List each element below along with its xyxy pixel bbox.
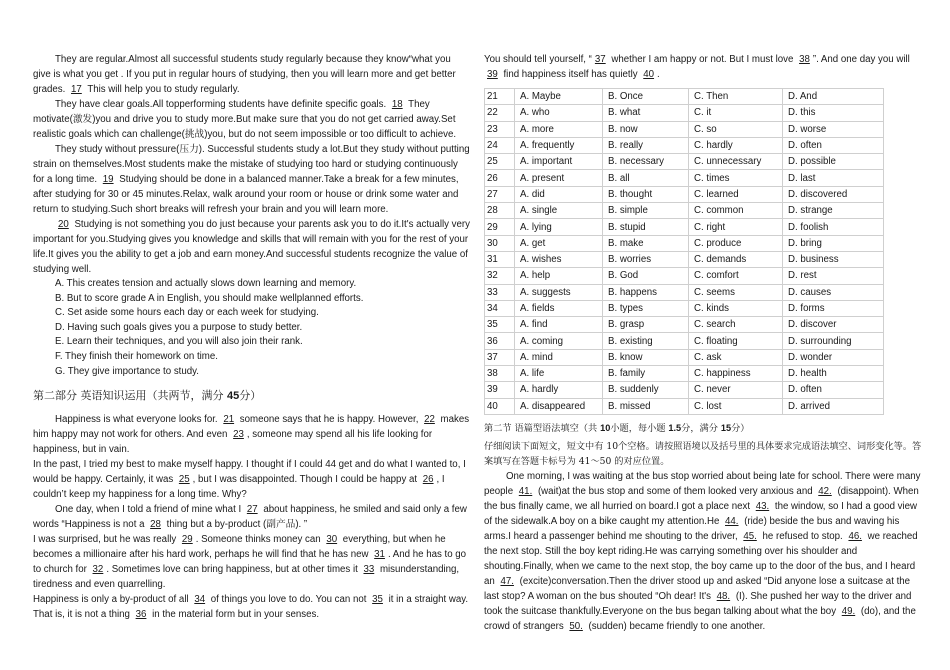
- text-run: , I couldn’t keep my happiness for a long time. Why?: [33, 474, 445, 501]
- left-column: [33, 52, 471, 622]
- answer-blank: 18: [391, 99, 403, 110]
- text-run: in the material form but in your senses.: [149, 609, 320, 621]
- table-row: [485, 170, 884, 186]
- choice-cell: B. all: [603, 170, 689, 186]
- answer-blank: 27: [246, 504, 258, 516]
- choice-cell: B. types: [603, 300, 689, 316]
- text-run: They are regular.Almost all successful students study regularly because they know“what you give is what you get . If you put in regular hours of studying, then you will learn more and get better grades.: [33, 54, 456, 95]
- table-row: [485, 268, 884, 284]
- reading-paragraph-3: [33, 142, 471, 217]
- text-run: . Sometimes love can bring happiness, but at other times it: [106, 564, 361, 576]
- choice-cell: B. necessary: [603, 154, 689, 170]
- choice-cell: C. produce: [689, 235, 783, 251]
- choice-cell: D. last: [783, 170, 884, 186]
- answer-blank: 41.: [518, 485, 533, 497]
- text-run: misunderstanding, tiredness and even quarrelling.: [33, 564, 460, 591]
- text-run: . And he has to go to church for: [33, 549, 467, 576]
- answer-blank: 21: [223, 414, 235, 426]
- text-run: In the past, I tried my best to make myself happy. I thought if I could 44 get and do what I wanted to, I would be happy. Certainly, it was: [33, 459, 466, 486]
- table-row: [485, 105, 884, 121]
- answer-blank: 25: [178, 474, 190, 486]
- answer-blank: 35: [372, 594, 383, 606]
- choice-cell: A. life: [515, 366, 603, 382]
- answer-blank: 45.: [743, 530, 757, 542]
- text-run: he refused to stop.: [759, 530, 846, 542]
- answer-blank: 22: [424, 414, 435, 426]
- choice-cell: B. what: [603, 105, 689, 121]
- table-row: [485, 154, 884, 170]
- text-run: everything, but when he becomes a millionaire after his hard work, perhaps he will find that he has new: [33, 534, 446, 561]
- answer-blank: 30: [326, 534, 338, 546]
- score-number: 1.5: [668, 422, 682, 433]
- choice-cell: C. comfort: [689, 268, 783, 284]
- reading-paragraph-1: [33, 52, 471, 97]
- choice-cell: C. lost: [689, 398, 783, 414]
- question-number: 36: [485, 333, 515, 349]
- choice-cell: D. discovered: [783, 186, 884, 202]
- choice-cell: B. thought: [603, 186, 689, 202]
- text-run: (excite)conversation.Then the driver stood up and asked “Did anyone lose a suitcase at the last stop? A woman on the bus shouted “Oh dear! It's: [484, 575, 911, 602]
- text-run: Studying is not something you do just because your parents ask you to do it.It's actually very important for you.Studying gives you knowledge and skills that will remain with you for the rest of your life.It gives you the ability to get a job and earn money.And successful students recognize the value of studying well.: [33, 219, 470, 275]
- choice-cell: C. learned: [689, 186, 783, 202]
- choice-cell: D. business: [783, 251, 884, 267]
- choice-cell: D. often: [783, 382, 884, 398]
- choice-cell: C. never: [689, 382, 783, 398]
- table-row: [485, 366, 884, 382]
- choice-cell: C. floating: [689, 333, 783, 349]
- choice-cell: D. worse: [783, 121, 884, 137]
- option-f: F. They finish their homework on time.: [55, 350, 218, 362]
- cloze-paragraph-2: [33, 457, 471, 502]
- choice-cell: B. stupid: [603, 219, 689, 235]
- text-run: I was surprised, but he was really: [33, 534, 179, 546]
- text-run: One day, when I told a friend of mine what I: [55, 504, 244, 516]
- answer-blank: 34: [194, 594, 206, 606]
- choice-cell: B. existing: [603, 333, 689, 349]
- choice-cell: B. happens: [603, 284, 689, 300]
- choice-cell: C. kinds: [689, 300, 783, 316]
- question-number: 37: [485, 349, 515, 365]
- choice-cell: A. who: [515, 105, 603, 121]
- answer-blank: 50.: [569, 620, 583, 632]
- choice-cell: D. often: [783, 137, 884, 153]
- choice-cell: A. frequently: [515, 137, 603, 153]
- reading-paragraph-2: [33, 97, 471, 142]
- answer-blank: 23: [233, 429, 244, 441]
- question-number: 29: [485, 219, 515, 235]
- choice-cell: A. disappeared: [515, 398, 603, 414]
- text-run: . Someone thinks money can: [195, 534, 324, 546]
- text-run: 分，满分: [681, 422, 721, 434]
- text-run: 小题，每小题: [610, 422, 669, 434]
- question-number: 31: [485, 251, 515, 267]
- question-number: 21: [485, 89, 515, 105]
- choice-cell: C. ask: [689, 349, 783, 365]
- table-row: [485, 186, 884, 202]
- choice-cell: A. coming: [515, 333, 603, 349]
- choice-cell: D. possible: [783, 154, 884, 170]
- choice-cell: C. Then: [689, 89, 783, 105]
- text-run: someone says that he is happy. However,: [237, 414, 422, 426]
- section2-heading: [484, 421, 924, 436]
- text-run: of things you love to do. You can not: [208, 594, 370, 606]
- section2-instruction: 仔细阅读下面短文，短文中有 10个空格。请按照语境以及括号里的具体要求完成语法填空、词形变化等。答案填写在答题卡标号为 41～50 的对应位置。: [484, 440, 922, 467]
- question-number: 27: [485, 186, 515, 202]
- part2-title: 第二部分 英语知识运用（共两节，满分: [33, 389, 224, 403]
- question-number: 23: [485, 121, 515, 137]
- choice-cell: D. forms: [783, 300, 884, 316]
- choice-cell: D. rest: [783, 268, 884, 284]
- choice-cell: A. important: [515, 154, 603, 170]
- question-number: 40: [485, 398, 515, 414]
- part2-unit: 分）: [239, 389, 262, 403]
- cloze-paragraph-6: [484, 52, 924, 82]
- score-number: 10: [600, 422, 611, 433]
- right-column: [484, 52, 924, 634]
- answer-blank: 48.: [716, 590, 731, 602]
- choice-cell: D. arrived: [783, 398, 884, 414]
- table-row: [485, 317, 884, 333]
- choice-cell: C. times: [689, 170, 783, 186]
- text-run: (wait)at the bus stop and some of them looked very anxious and: [535, 485, 816, 497]
- choice-cell: B. now: [603, 121, 689, 137]
- choice-cell: B. suddenly: [603, 382, 689, 398]
- text-run: makes him happy may not work for others. And even: [33, 414, 470, 441]
- question-number: 24: [485, 137, 515, 153]
- choice-cell: A. suggests: [515, 284, 603, 300]
- text-run: Studying should be done in a balanced manner.Take a break for a few minutes, after studying for 30 or 45 minutes.Relax, walk around your room or house or drink some water and return to studying.Such short breaks will refresh your brain and you will learn more.: [33, 174, 459, 215]
- answer-blank: 37: [594, 54, 606, 65]
- choice-cell: D. discover: [783, 317, 884, 333]
- answer-blank: 33: [363, 564, 375, 576]
- choice-cell: B. simple: [603, 203, 689, 219]
- text-run: , someone may spend all his life looking for happiness, but in vain.: [33, 429, 433, 456]
- table-row: [485, 349, 884, 365]
- text-run: They study without pressure(压力). Successful students study a lot.But they study without putting strain on themselves.Most students make the mistake of studying too hard or studying continuously for a long time.: [33, 144, 470, 185]
- choice-cell: B. really: [603, 137, 689, 153]
- answer-blank: 47.: [500, 575, 514, 587]
- question-number: 26: [485, 170, 515, 186]
- choice-cell: C. so: [689, 121, 783, 137]
- choice-cell: D. strange: [783, 203, 884, 219]
- text-run: the window, so I had a good view of the sidewalk.A boy on a bike caught my attention.He: [484, 500, 918, 527]
- choice-cell: B. family: [603, 366, 689, 382]
- text-run: ”. And one day you will: [812, 54, 910, 65]
- question-number: 32: [485, 268, 515, 284]
- choice-cell: C. search: [689, 317, 783, 333]
- text-run: They motivate(激发)you and drive you to study more.But make sure that you do not get carried away.Set realistic goals which can challenge(挑战)you, but do not seem impossible or too difficult to achieve.: [33, 99, 457, 140]
- question-number: 25: [485, 154, 515, 170]
- answer-blank: 39: [487, 69, 498, 80]
- question-number: 33: [485, 284, 515, 300]
- table-row: [485, 219, 884, 235]
- option-e: E. Learn their techniques, and you will also join their rank.: [55, 336, 303, 348]
- answer-blank: 46.: [848, 530, 862, 542]
- choice-cell: B. worries: [603, 251, 689, 267]
- option-d: D. Having such goals gives you a purpose to study better.: [55, 321, 303, 333]
- grammar-passage: [484, 469, 924, 634]
- text-run: (do), and the crowd of strangers: [484, 605, 916, 632]
- choice-cell: C. seems: [689, 284, 783, 300]
- answer-blank: 32: [92, 564, 104, 576]
- text-run: (ride) beside the bus and waving his arms.I heard a passenger behind me shouting to the driver,: [484, 515, 900, 542]
- choice-cell: C. happiness: [689, 366, 783, 382]
- text-run: thing but a by-product (副产品). ”: [163, 519, 308, 531]
- answer-blank: 29: [181, 534, 193, 546]
- choice-cell: B. make: [603, 235, 689, 251]
- text-run: They have clear goals.All topperforming students have definite specific goals.: [55, 99, 389, 110]
- text-run: we reached the next stop. Still the boy kept riding.He was carrying something over his shoulder and shouting.Finally, when we came to the next stop, the boy came up to the door of the bus, and I heard an: [484, 530, 918, 587]
- answer-blank: 42.: [818, 485, 832, 497]
- choice-cell: A. get: [515, 235, 603, 251]
- choice-cell: B. grasp: [603, 317, 689, 333]
- choice-cell: A. present: [515, 170, 603, 186]
- cloze-paragraph-5: [33, 592, 471, 622]
- part2-heading: [33, 388, 471, 404]
- choice-cell: A. fields: [515, 300, 603, 316]
- choice-cell: A. hardly: [515, 382, 603, 398]
- table-row: [485, 89, 884, 105]
- option-c: C. Set aside some hours each day or each week for studying.: [55, 307, 319, 319]
- choice-cell: D. bring: [783, 235, 884, 251]
- answer-blank: 31: [374, 549, 385, 561]
- choice-cell: C. demands: [689, 251, 783, 267]
- text-run: Happiness is only a by-product of all: [33, 594, 192, 606]
- option-a: A. This creates tension and actually slows down learning and memory.: [55, 278, 357, 289]
- text-run: it in a straight way. That is, it is not a thing: [33, 594, 469, 621]
- choice-cell: D. health: [783, 366, 884, 382]
- table-row: [485, 251, 884, 267]
- text-run: about happiness, he smiled and said only a few words “Happiness is not a: [33, 504, 467, 531]
- choice-cell: C. unnecessary: [689, 154, 783, 170]
- text-run: (I). She pushed her way to the driver and took the suitcase thankfully.Everyone on the bus began talking about what the boy: [484, 590, 912, 617]
- answer-blank: 20: [58, 219, 69, 230]
- text-run: .: [657, 69, 660, 80]
- table-row: [485, 235, 884, 251]
- reading-paragraph-4: [33, 217, 471, 277]
- choice-cell: A. Maybe: [515, 89, 603, 105]
- answer-blank: 49.: [841, 605, 856, 617]
- choice-cell: A. did: [515, 186, 603, 202]
- choice-cell: C. hardly: [689, 137, 783, 153]
- question-number: 34: [485, 300, 515, 316]
- question-number: 28: [485, 203, 515, 219]
- question-number: 30: [485, 235, 515, 251]
- question-number: 35: [485, 317, 515, 333]
- text-run: One morning, I was waiting at the bus stop worried about being late for school. There were many people: [484, 470, 921, 497]
- choice-cell: B. God: [603, 268, 689, 284]
- choice-cell: A. help: [515, 268, 603, 284]
- choice-cell: D. foolish: [783, 219, 884, 235]
- table-row: [485, 382, 884, 398]
- table-row: [485, 333, 884, 349]
- part2-score: 45: [227, 390, 240, 403]
- choice-cell: C. it: [689, 105, 783, 121]
- answer-blank: 19: [102, 174, 114, 185]
- text-run: whether I am happy or not. But I must love: [608, 54, 797, 65]
- option-g: G. They give importance to study.: [55, 365, 199, 377]
- table-row: [485, 137, 884, 153]
- choice-cell: A. lying: [515, 219, 603, 235]
- choice-cell: A. mind: [515, 349, 603, 365]
- table-row: [485, 121, 884, 137]
- answer-blank: 38: [799, 54, 810, 65]
- table-row: [485, 284, 884, 300]
- text-run: 第二节 语篇型语法填空（共: [484, 422, 601, 434]
- text-run: You should tell yourself, “: [484, 54, 592, 65]
- table-row: [485, 203, 884, 219]
- answer-blank: 40: [643, 69, 655, 80]
- table-row: [485, 398, 884, 414]
- choice-cell: A. more: [515, 121, 603, 137]
- reading-options: [33, 277, 471, 379]
- choice-cell: C. common: [689, 203, 783, 219]
- text-run: Happiness is what everyone looks for.: [55, 414, 221, 426]
- answer-blank: 17: [71, 84, 82, 95]
- choice-cell: D. wonder: [783, 349, 884, 365]
- cloze-options-table: [484, 88, 884, 415]
- question-number: 39: [485, 382, 515, 398]
- choice-cell: B. know: [603, 349, 689, 365]
- question-number: 22: [485, 105, 515, 121]
- text-run: (sudden) became friendly to one another.: [585, 620, 766, 632]
- choice-cell: D. surrounding: [783, 333, 884, 349]
- answer-blank: 28: [150, 519, 161, 531]
- question-number: 38: [485, 366, 515, 382]
- text-run: This will help you to study regularly.: [84, 84, 240, 95]
- answer-blank: 43.: [755, 500, 770, 512]
- text-run: (disappoint). When the bus finally came, we all hurried on board.I got a place next: [484, 485, 919, 512]
- answer-blank: 36: [135, 609, 147, 621]
- text-run: find happiness itself has quietly: [500, 69, 641, 80]
- score-number: 15: [720, 422, 732, 433]
- cloze-paragraph-1: [33, 412, 471, 457]
- choice-cell: A. find: [515, 317, 603, 333]
- choice-cell: A. single: [515, 203, 603, 219]
- cloze-paragraph-3: [33, 502, 471, 532]
- answer-blank: 26: [422, 474, 434, 486]
- choice-cell: D. this: [783, 105, 884, 121]
- choice-cell: B. missed: [603, 398, 689, 414]
- choice-cell: B. Once: [603, 89, 689, 105]
- choice-cell: D. causes: [783, 284, 884, 300]
- option-b: B. But to score grade A in English, you should make wellplanned efforts.: [55, 292, 364, 304]
- text-run: 分）: [731, 422, 750, 434]
- text-run: , but I was disappointed. Though I could be happy at: [192, 474, 420, 486]
- answer-blank: 44.: [725, 515, 739, 527]
- choice-cell: C. right: [689, 219, 783, 235]
- table-row: [485, 300, 884, 316]
- choice-cell: D. And: [783, 89, 884, 105]
- cloze-paragraph-4: [33, 532, 471, 592]
- choice-cell: A. wishes: [515, 251, 603, 267]
